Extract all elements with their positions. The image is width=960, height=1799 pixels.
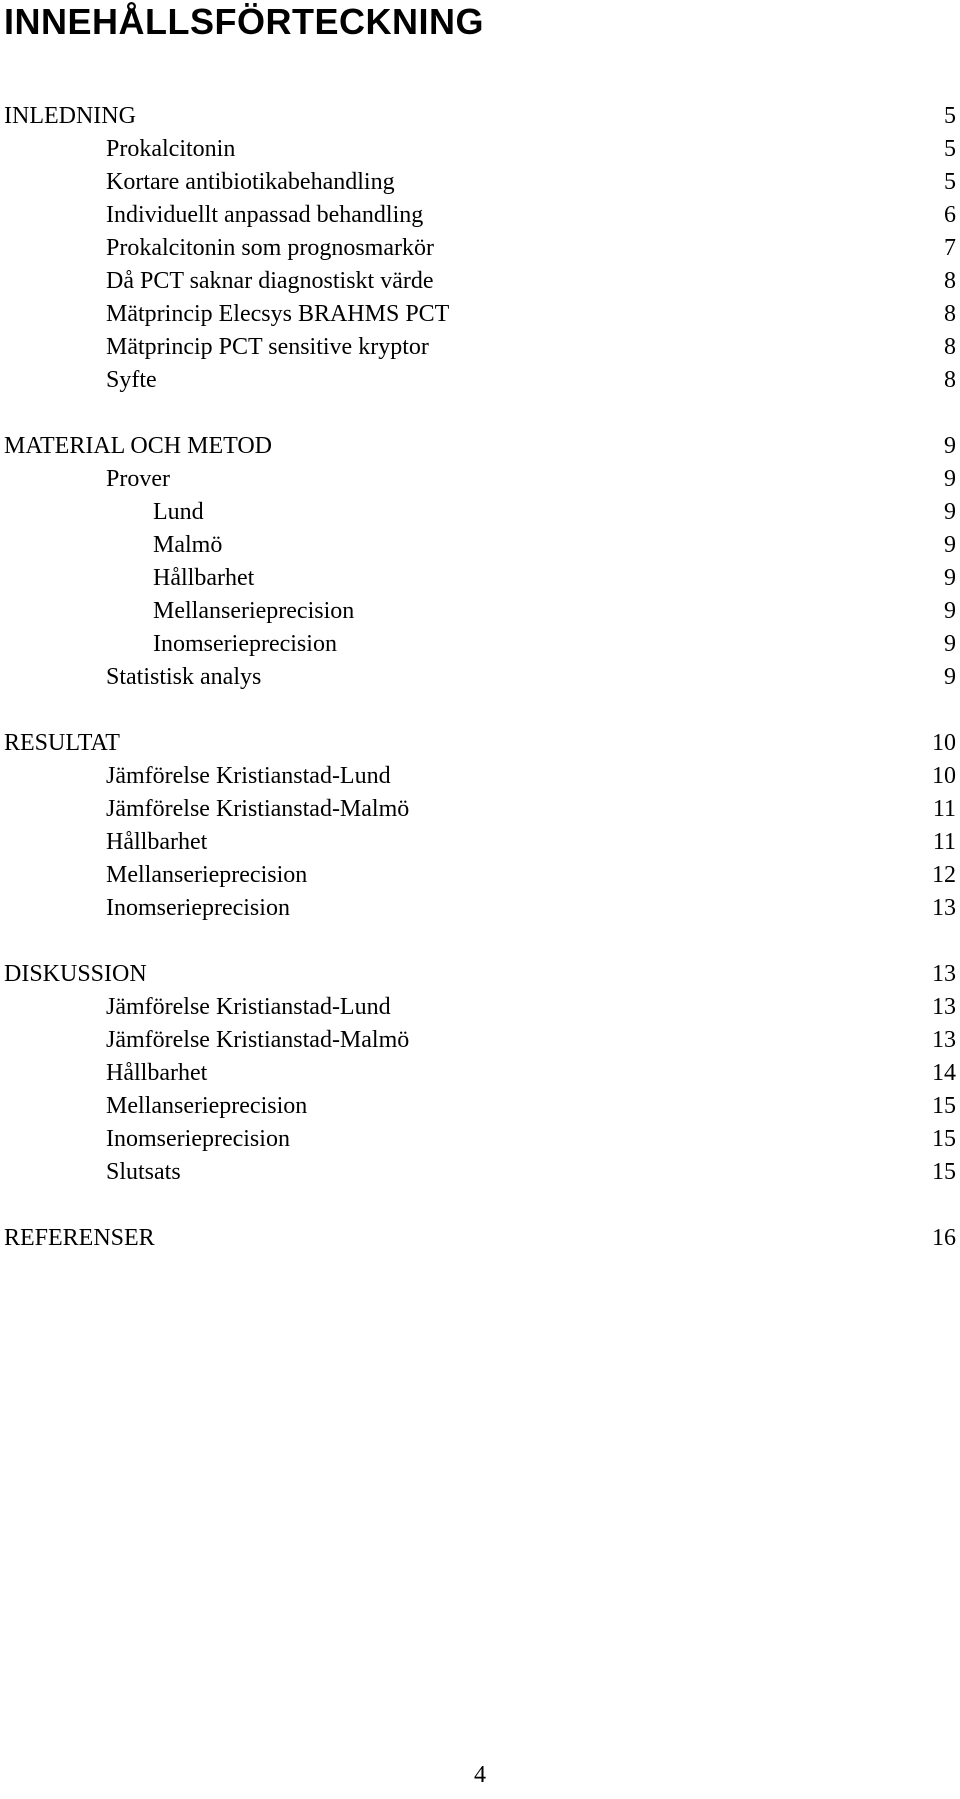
- toc-entry-label: Jämförelse Kristianstad-Lund: [106, 994, 391, 1020]
- toc-entry-label: Mätprincip Elecsys BRAHMS PCT: [106, 301, 450, 327]
- toc-entry-page: 9: [944, 532, 956, 558]
- toc-entry[interactable]: [4, 1090, 956, 1123]
- toc-entry-label: Hållbarhet: [106, 829, 208, 855]
- toc-entry-page: 5: [944, 136, 956, 162]
- toc-entry[interactable]: [4, 892, 956, 925]
- toc-entry[interactable]: [4, 991, 956, 1024]
- toc-entry[interactable]: [4, 166, 956, 199]
- toc-entry-page: 15: [932, 1126, 956, 1152]
- toc-entry-label: Statistisk analys: [106, 664, 262, 690]
- toc-entry[interactable]: [4, 133, 956, 166]
- toc-entry[interactable]: [4, 760, 956, 793]
- toc-entry-label: Då PCT saknar diagnostiskt värde: [106, 268, 434, 294]
- toc-entry-label: Inomserieprecision: [153, 631, 337, 657]
- toc-entry-label: Mellanserieprecision: [153, 598, 355, 624]
- toc-entry-heading[interactable]: [4, 430, 956, 463]
- toc-entry-page: 12: [932, 862, 956, 888]
- toc-entry[interactable]: [4, 595, 956, 628]
- toc-entry[interactable]: [4, 826, 956, 859]
- toc-entry-heading[interactable]: [4, 1222, 956, 1255]
- table-of-contents: [4, 100, 956, 1288]
- toc-entry-label: Mätprincip PCT sensitive kryptor: [106, 334, 429, 360]
- toc-entry[interactable]: [4, 793, 956, 826]
- toc-section-referenser: [4, 1222, 956, 1255]
- toc-entry-page: 13: [932, 895, 956, 921]
- toc-entry[interactable]: [4, 496, 956, 529]
- toc-entry-page: 5: [944, 169, 956, 195]
- toc-entry-label: Lund: [153, 499, 204, 525]
- toc-entry[interactable]: [4, 562, 956, 595]
- toc-section-resultat: [4, 727, 956, 925]
- toc-entry-label: RESULTAT: [4, 730, 120, 756]
- toc-entry-label: Malmö: [153, 532, 223, 558]
- toc-entry[interactable]: [4, 265, 956, 298]
- toc-entry-page: 9: [944, 499, 956, 525]
- toc-entry[interactable]: [4, 331, 956, 364]
- toc-entry-label: Inomserieprecision: [106, 1126, 290, 1152]
- toc-entry[interactable]: [4, 298, 956, 331]
- toc-entry[interactable]: [4, 1024, 956, 1057]
- toc-entry-page: 8: [944, 367, 956, 393]
- toc-entry-label: Mellanserieprecision: [106, 1093, 308, 1119]
- toc-entry-label: Mellanserieprecision: [106, 862, 308, 888]
- toc-section-diskussion: [4, 958, 956, 1189]
- toc-entry-page: 13: [932, 994, 956, 1020]
- toc-entry-page: 15: [932, 1159, 956, 1185]
- toc-entry[interactable]: [4, 1156, 956, 1189]
- toc-entry-page: 7: [944, 235, 956, 261]
- toc-entry[interactable]: [4, 463, 956, 496]
- toc-entry-page: 11: [932, 829, 956, 855]
- toc-entry-label: REFERENSER: [4, 1225, 155, 1251]
- toc-entry-label: Hållbarhet: [106, 1060, 208, 1086]
- toc-entry-page: 8: [944, 301, 956, 327]
- toc-entry-label: Individuellt anpassad behandling: [106, 202, 424, 228]
- toc-entry-page: 5: [944, 103, 956, 129]
- toc-entry[interactable]: [4, 232, 956, 265]
- toc-entry-label: Jämförelse Kristianstad-Lund: [106, 763, 391, 789]
- toc-entry-label: Prokalcitonin som prognosmarkör: [106, 235, 434, 261]
- page-number: 4: [474, 1762, 486, 1788]
- toc-entry-label: Jämförelse Kristianstad-Malmö: [106, 1027, 410, 1053]
- toc-section-material-och-metod: [4, 430, 956, 694]
- toc-entry[interactable]: [4, 1123, 956, 1156]
- toc-entry-page: 13: [932, 961, 956, 987]
- toc-entry[interactable]: [4, 199, 956, 232]
- toc-entry-label: Prokalcitonin: [106, 136, 236, 162]
- toc-entry-label: Inomserieprecision: [106, 895, 290, 921]
- toc-entry-label: Hållbarhet: [153, 565, 255, 591]
- toc-entry-page: 9: [944, 598, 956, 624]
- toc-entry-page: 14: [932, 1060, 956, 1086]
- toc-entry-page: 9: [944, 565, 956, 591]
- toc-entry-heading[interactable]: [4, 958, 956, 991]
- toc-entry-page: 16: [932, 1225, 956, 1251]
- toc-entry-page: 15: [932, 1093, 956, 1119]
- toc-entry-page: 10: [932, 730, 956, 756]
- toc-entry-label: Syfte: [106, 367, 157, 393]
- toc-entry-page: 8: [944, 334, 956, 360]
- page-title: INNEHÅLLSFÖRTECKNING: [4, 1, 484, 42]
- toc-entry-label: MATERIAL OCH METOD: [4, 433, 272, 459]
- toc-entry[interactable]: [4, 529, 956, 562]
- toc-entry-heading[interactable]: [4, 727, 956, 760]
- toc-entry-page: 9: [944, 433, 956, 459]
- toc-entry[interactable]: [4, 661, 956, 694]
- toc-entry-page: 9: [944, 664, 956, 690]
- toc-section-inledning: [4, 100, 956, 397]
- toc-entry-page: 9: [944, 466, 956, 492]
- toc-entry-label: INLEDNING: [4, 103, 136, 129]
- toc-entry-label: DISKUSSION: [4, 961, 147, 987]
- toc-entry-page: 6: [944, 202, 956, 228]
- toc-entry[interactable]: [4, 1057, 956, 1090]
- toc-entry[interactable]: [4, 859, 956, 892]
- toc-entry[interactable]: [4, 364, 956, 397]
- toc-entry-page: 8: [944, 268, 956, 294]
- toc-entry-label: Slutsats: [106, 1159, 181, 1185]
- toc-entry-label: Kortare antibiotikabehandling: [106, 169, 395, 195]
- toc-entry-page: 11: [932, 796, 956, 822]
- toc-entry-page: 10: [932, 763, 956, 789]
- toc-entry-label: Jämförelse Kristianstad-Malmö: [106, 796, 410, 822]
- toc-entry-page: 9: [944, 631, 956, 657]
- toc-entry-page: 13: [932, 1027, 956, 1053]
- toc-entry-label: Prover: [106, 466, 170, 492]
- toc-entry[interactable]: [4, 628, 956, 661]
- toc-entry-heading[interactable]: [4, 100, 956, 133]
